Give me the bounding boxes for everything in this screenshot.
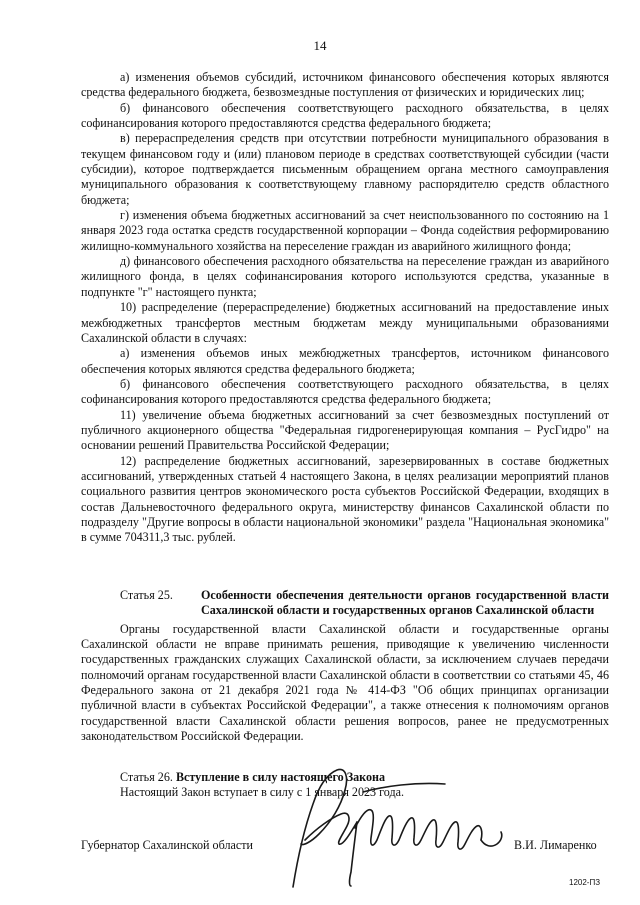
article-25 [81, 588, 609, 744]
handwritten-signature [245, 752, 515, 892]
paragraph: б) финансового обеспечения соответствующего расходного обязательства, в целях софинансирования которого предоставляются средства федерального бюджета; [81, 376, 609, 407]
signature-stroke [293, 769, 347, 887]
signatory-name: В.И. Лимаренко [514, 838, 597, 852]
law-body-text [81, 70, 609, 546]
article-number: Статья 25. [120, 588, 173, 602]
paragraph: а) изменения объемов иных межбюджетных трансфертов, источником финансового обеспечения которых являются средства федерального бюджета; [81, 346, 609, 376]
paragraph: в) перераспределения средств при отсутствии потребности муниципального образования в текущем финансовом году и (или) плановом периоде в средствах соответствующей субсидии (части субсидии), которое подтверждается письменным обращением органа местного самоуправления муниципального образования к соответствующему главному распорядителю средств областного бюджета; [81, 131, 609, 207]
paragraph: д) финансового обеспечения расходного обязательства на переселение граждан из аварийного жилищного фонда, в целях софинансирования которого используются средства, указанные в подпункте "г" настоящего пункта; [81, 254, 609, 299]
article-title: Вступление в силу настоящего Закона [175, 770, 386, 784]
paragraph: 12) распределение бюджетных ассигнований, зарезервированных в составе бюджетных ассигнований, утвержденных статьей 4 настоящего Закона, в целях реализации мероприятий планов социального развития центров экономического роста субъектов Российской Федерации, входящих в состав Дальневосточного федерального округа, министерству финансов Сахалинской области по подразделу "Другие вопросы в области национальной экономики" раздела "Национальная экономика" в сумме 704311,3 тыс. рублей. [81, 453, 609, 545]
article-text: Настоящий Закон вступает в силу с 1 января 2023 года. [120, 785, 405, 800]
article-text: Органы государственной власти Сахалинской области и государственные органы Сахалинской области не вправе принимать решения, приводящие к увеличению численности государственных гражданских служащих Сахалинской области, за исключением случаев передачи полномочий органам государственной власти Сахалинской области в соответствии со статьями 45, 46 Федерального закона от 21 декабря 2021 года № 414-ФЗ "Об общих принципах организации публичной власти в субъектах Российской Федерации", а также отнесения к полномочиям органов государственной власти Сахалинской области решения вопросов, ранее не предусмотренных законодательством Российской Федерации. [81, 621, 609, 744]
signature-stroke [481, 832, 502, 846]
document-code: 1202-ПЗ [569, 878, 601, 887]
article-heading [81, 588, 609, 619]
paragraph: г) изменения объема бюджетных ассигнований за счет неиспользованного по состоянию на 1 января 2023 года остатка средств государственной корпорации – Фонда содействия реформированию жилищно-коммунального хозяйства на переселение граждан из аварийного жилищного фонда; [81, 208, 609, 253]
paragraph: 11) увеличение объема бюджетных ассигнований за счет безвозмездных поступлений от публичного акционерного общества "Федеральная гидрогенерирующая компания – РусГидро" на основании решений Правительства Российской Федерации; [81, 407, 609, 453]
paragraph: 10) распределение (перераспределение) бюджетных ассигнований на предоставление иных межбюджетных трансфертов местным бюджетам между муниципальными образованиями Сахалинской области в случаях: [81, 300, 609, 345]
paragraph: б) финансового обеспечения соответствующего расходного обязательства, в целях софинансирования которого предоставляются средства федерального бюджета; [81, 100, 609, 131]
signature-stroke [355, 810, 482, 849]
signature-stroke [363, 783, 445, 792]
paragraph: а) изменения объемов субсидий, источником финансового обеспечения которых являются средства федерального бюджета, безвозмездные поступления от физических и юридических лиц; [81, 70, 609, 100]
signatory-position: Губернатор Сахалинской области [81, 838, 253, 852]
page-number: 14 [313, 38, 327, 53]
article-number: Статья 26. [120, 770, 173, 784]
article-title: Особенности обеспечения деятельности органов государственной власти Сахалинской области и государственных органов Сахалинской области [201, 588, 609, 618]
